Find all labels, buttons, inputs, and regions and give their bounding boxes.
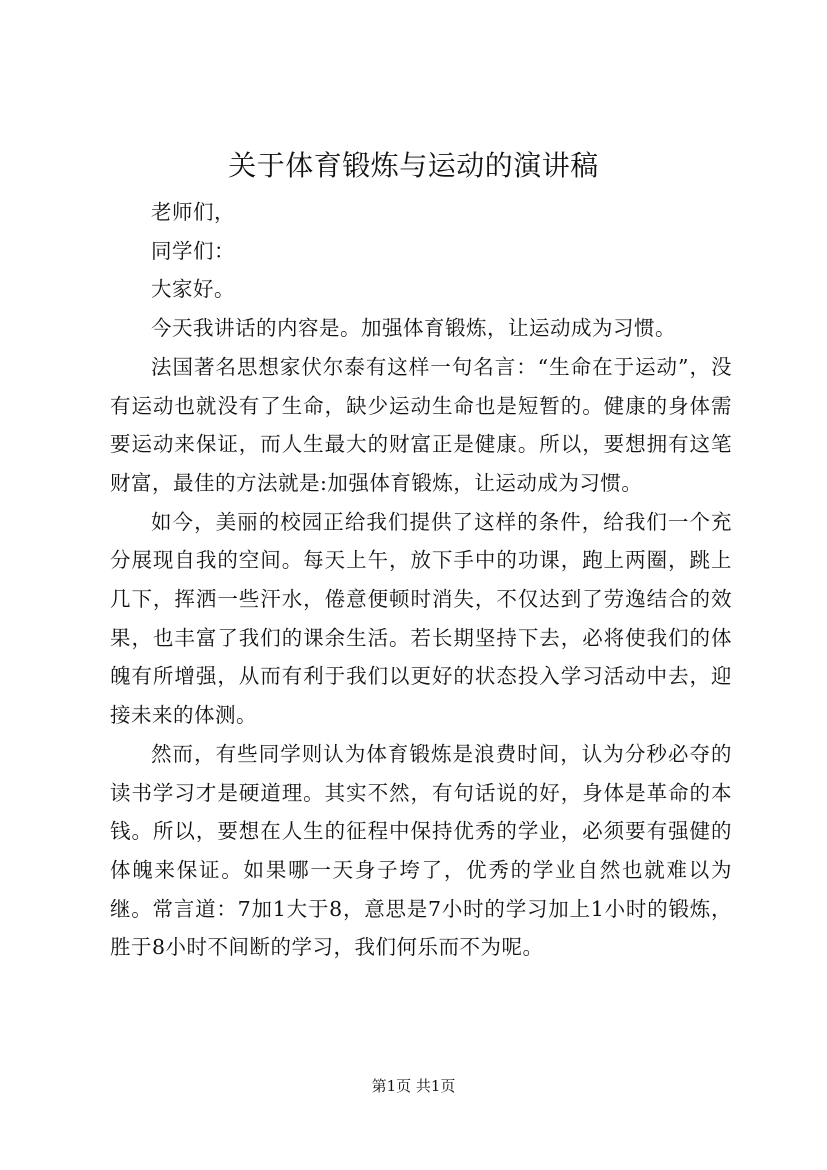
page-footer: 第1页 共1页 (371, 1077, 456, 1095)
greeting-students: 同学们： (151, 238, 235, 263)
greeting-teachers: 老师们， (151, 200, 235, 224)
page-title: 关于体育锻炼与运动的演讲稿 (228, 149, 599, 182)
document-body (110, 193, 732, 967)
body-paragraph: 如今，美丽的校园正给我们提供了这样的条件，给我们一个充分展现自我的空间。每天上午，放下手中的功课，跑上两圈，跳上几下，挥洒一些汗水，倦意便顿时消失，不仅达到了劳逸结合的效果，也丰富了我们的课余生活。若长期坚持下去，必将使我们的体魄有所增强，从而有利于我们以更好的状态投入学习活动中去，迎接未来的体测。 (110, 509, 732, 728)
body-paragraph: 然而，有些同学则认为体育锻炼是浪费时间，认为分秒必夺的读书学习才是硬道理。其实不然，有句话说的好，身体是革命的本钱。所以，要想在人生的征程中保持优秀的学业，必须要有强健的体魄来保证。如果哪一天身子垮了，优秀的学业自然也就难以为继。常言道：7加1大于8，意思是7小时的学习加上1小时的锻炼，胜于8小时不间断的学习，我们何乐而不为呢。 (110, 741, 732, 960)
greeting-all: 大家好。 (151, 277, 235, 302)
topic-paragraph: 今天我讲话的内容是。加强体育锻炼，让运动成为习惯。 (151, 316, 676, 341)
body-paragraph: 法国著名思想家伏尔泰有这样一句名言：“生命在于运动”，没有运动也就没有了生命，缺少运动生命也是短暂的。健康的身体需要运动来保证，而人生最大的财富正是健康。所以，要想拥有这笔财富，最佳的方法就是:加强体育锻炼，让运动成为习惯。 (110, 354, 732, 495)
